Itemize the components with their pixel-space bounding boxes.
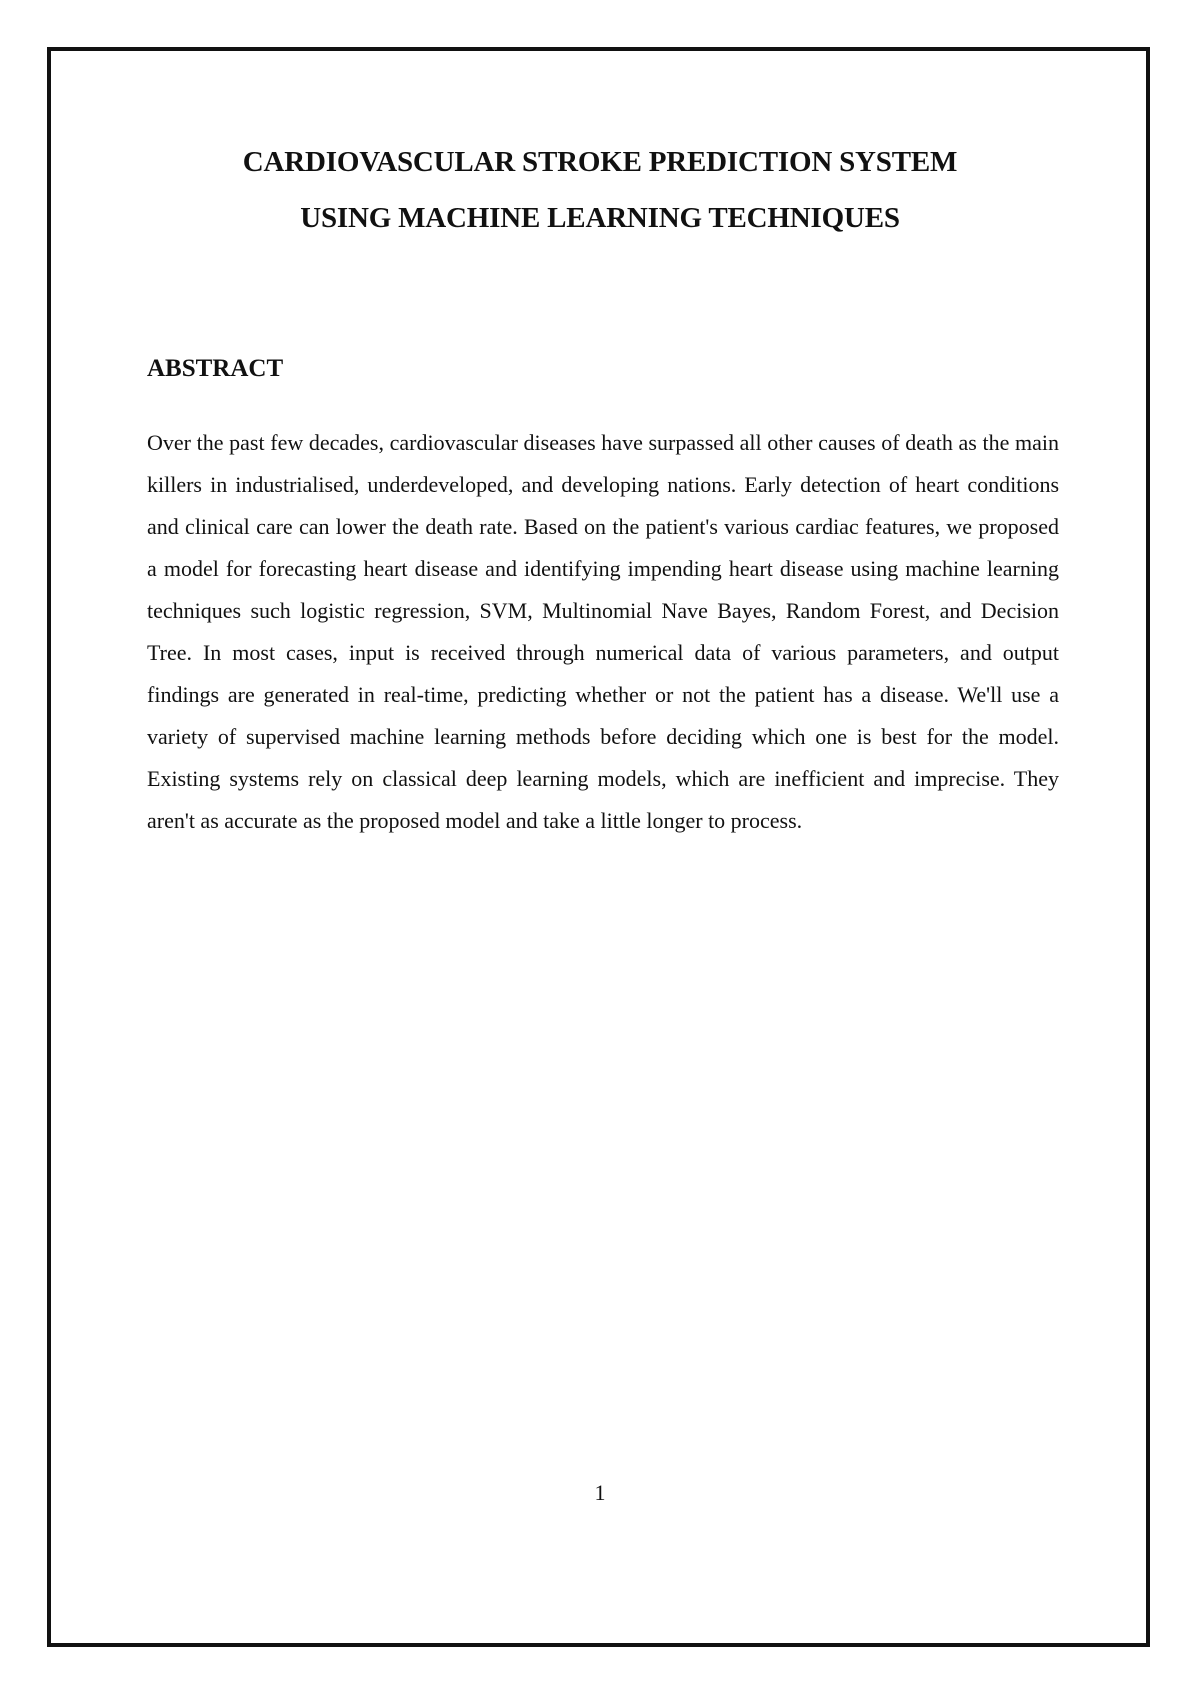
page-border — [47, 47, 1150, 1647]
abstract-paragraph: Over the past few decades, cardiovascular diseases have surpassed all other causes of death as the main killers in industrialised, underdeveloped, and developing nations. Early detection of heart conditions and clinical care can lower the death rate. Based on the patient's various cardiac features, we proposed a model for forecasting heart disease and identifying impending heart disease using machine learning techniques such logistic regression, SVM, Multinomial Nave Bayes, Random Forest, and Decision Tree. In most cases, input is received through numerical data of various parameters, and output findings are generated in real-time, predicting whether or not the patient has a disease. We'll use a variety of supervised machine learning methods before deciding which one is best for the model. Existing systems rely on classical deep learning models, which are inefficient and imprecise. They aren't as accurate as the proposed model and take a little longer to process. — [147, 430, 1059, 833]
abstract-heading: ABSTRACT — [147, 355, 284, 382]
document-title-line-1: CARDIOVASCULAR STROKE PREDICTION SYSTEM — [242, 146, 958, 178]
document-title-line-2: USING MACHINE LEARNING TECHNIQUES — [300, 202, 900, 234]
page-number: 1 — [594, 1480, 606, 1505]
